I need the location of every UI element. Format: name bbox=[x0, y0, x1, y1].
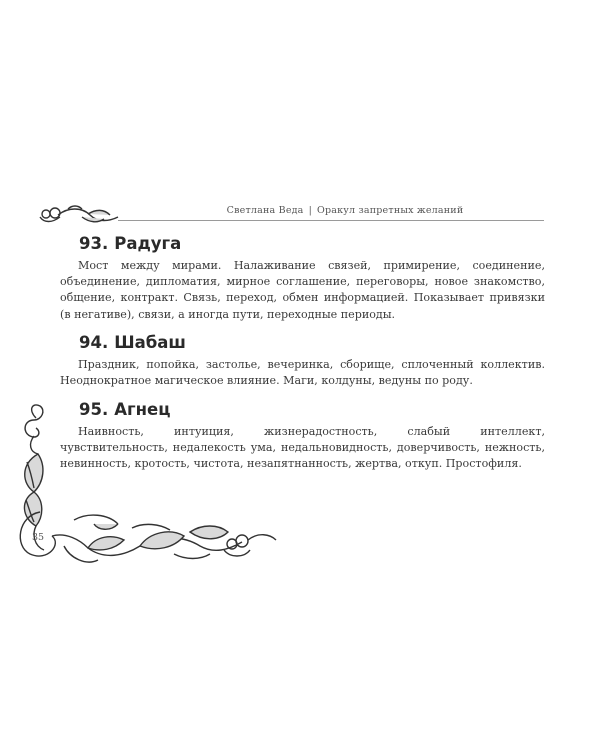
section-name: Радуга bbox=[114, 234, 182, 253]
footer-vine-ornament bbox=[14, 400, 294, 590]
section-name: Шабаш bbox=[114, 333, 186, 352]
section-name: Агнец bbox=[114, 400, 171, 419]
header-vine-ornament bbox=[38, 203, 118, 233]
section-body-95: Наивность, интуиция, жизнерадостность, слабый интеллект, чувствительность, недалекость ума, недальновидность, доверчивость, нежность, невинность, кротость, чистота, незапятнанность, жертва, откуп. Простофиля. bbox=[60, 425, 545, 471]
section-number: 93. bbox=[79, 234, 109, 253]
section-title-94 bbox=[79, 333, 186, 352]
page-number: 35 bbox=[32, 532, 45, 543]
header-author: Светлана Веда bbox=[226, 205, 304, 216]
header-rule bbox=[118, 220, 544, 221]
section-title-93 bbox=[79, 234, 181, 253]
header-book-title: Оракул запретных желаний bbox=[316, 205, 464, 216]
section-body-94: Праздник, попойка, застолье, вечеринка, сборище, сплоченный коллектив. Неоднократное магическое влияние. Маги, колдуны, ведуны по роду. bbox=[60, 358, 545, 388]
section-body-93: Мост между мирами. Налаживание связей, примирение, соединение, объединение, дипломатия, мирное соглашение, переговоры, новое знакомство, общение, контракт. Связь, переход, обмен информацией. Показывает привязки (в негативе), связи, а иногда пути, переходные периоды. bbox=[60, 259, 545, 321]
section-number: 95. bbox=[79, 400, 109, 419]
header-separator: | bbox=[308, 205, 312, 216]
section-number: 94. bbox=[79, 333, 109, 352]
